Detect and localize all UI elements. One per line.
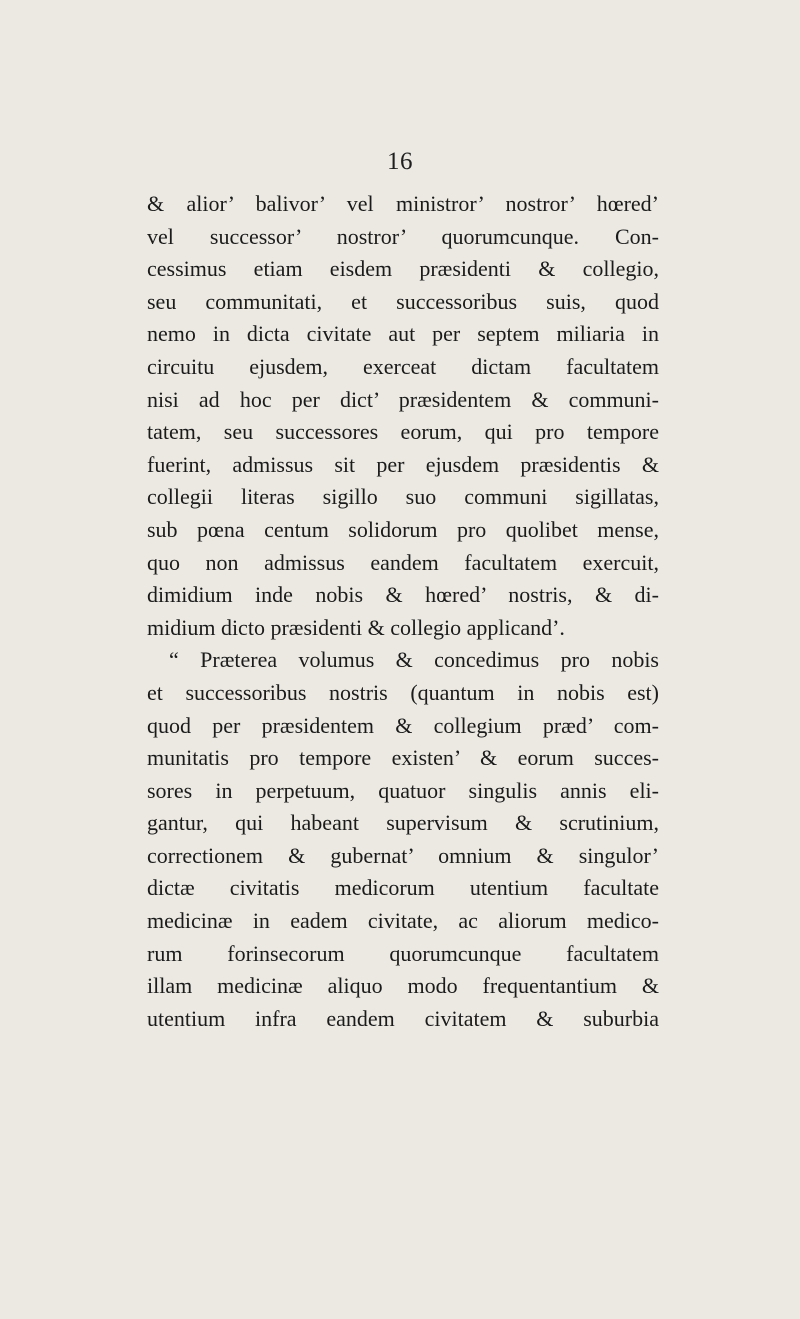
text-line: medicinæ in eadem civitate, ac aliorum medico- bbox=[147, 908, 659, 934]
text-line: sub pœna centum solidorum pro quolibet mense, bbox=[147, 516, 659, 542]
text-line: sores in perpetuum, quatuor singulis annis eli- bbox=[147, 777, 659, 803]
page-number: 16 bbox=[387, 148, 413, 175]
text-line: correctionem & gubernat’ omnium & singulor’ bbox=[147, 842, 659, 868]
body-text bbox=[147, 188, 659, 1035]
text-line: & alior’ balivor’ vel ministror’ nostror’ hœred’ bbox=[147, 191, 659, 216]
text-line: nisi ad hoc per dict’ præsidentem & communi- bbox=[147, 386, 659, 412]
text-line: dictæ civitatis medicorum utentium facultate bbox=[147, 875, 659, 901]
text-line: illam medicinæ aliquo modo frequentantium & bbox=[147, 973, 659, 999]
text-line: quo non admissus eandem facultatem exercuit, bbox=[147, 549, 659, 575]
text-line: collegii literas sigillo suo communi sigillatas, bbox=[147, 484, 659, 510]
text-line: fuerint, admissus sit per ejusdem præsidentis & bbox=[147, 451, 659, 477]
text-line: tatem, seu successores eorum, qui pro tempore bbox=[147, 419, 659, 445]
text-line: circuitu ejusdem, exerceat dictam facultatem bbox=[147, 353, 659, 379]
text-line: utentium infra eandem civitatem & suburbia bbox=[147, 1005, 659, 1031]
text-line: midium dicto præsidenti & collegio applicand’. bbox=[147, 614, 565, 640]
text-line: et successoribus nostris (quantum in nobis est) bbox=[147, 679, 659, 705]
text-line: rum forinsecorum quorumcunque facultatem bbox=[147, 940, 659, 966]
text-line: vel successor’ nostror’ quorumcunque. Con- bbox=[147, 223, 659, 249]
text-line: munitatis pro tempore existen’ & eorum succes- bbox=[147, 745, 659, 771]
text-line: nemo in dicta civitate aut per septem miliaria in bbox=[147, 321, 659, 347]
text-line: quod per præsidentem & collegium præd’ com- bbox=[147, 712, 659, 738]
text-line: seu communitati, et successoribus suis, quod bbox=[147, 288, 659, 314]
text-line: cessimus etiam eisdem præsidenti & collegio, bbox=[147, 256, 659, 282]
text-line: “ Præterea volumus & concedimus pro nobis bbox=[169, 647, 659, 673]
text-line: dimidium inde nobis & hœred’ nostris, & di- bbox=[147, 582, 659, 608]
text-line: gantur, qui habeant supervisum & scrutinium, bbox=[147, 810, 659, 836]
